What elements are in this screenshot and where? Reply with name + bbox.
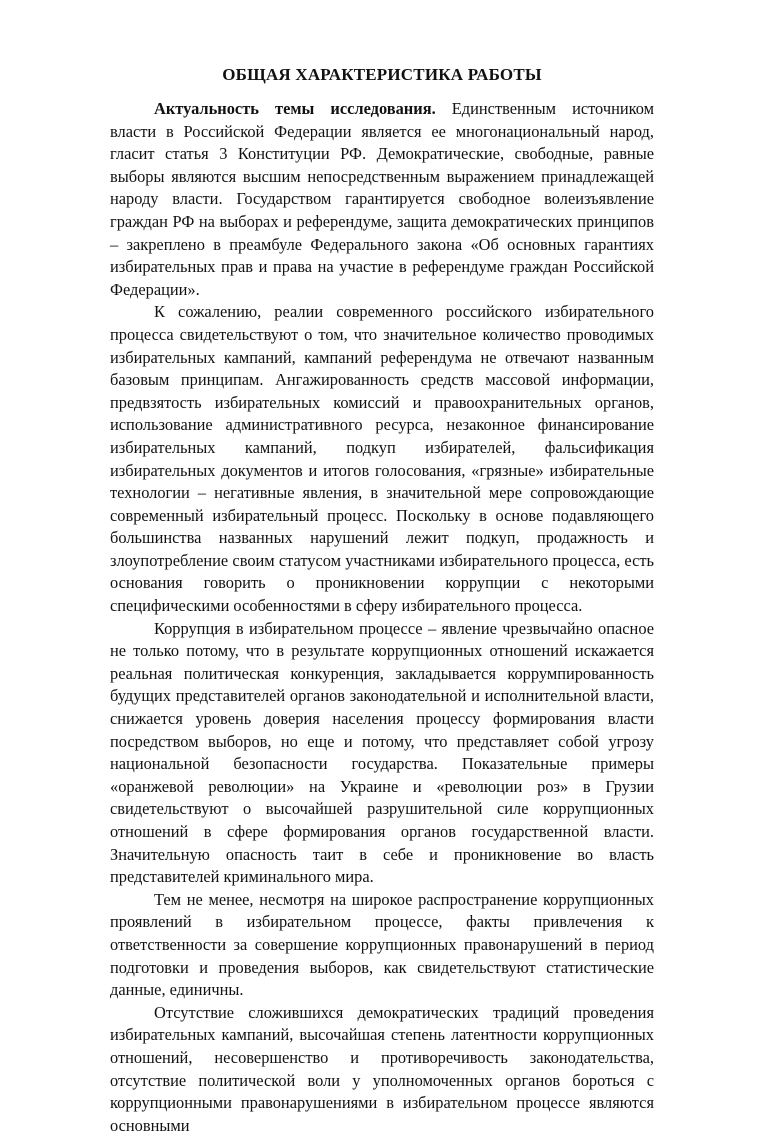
paragraph-corruption-danger: Коррупция в избирательном процессе – явление чрезвычайно опасное не только потому, что в результате коррупционных отношений искажается реальная политическая конкуренция, закладывается коррумпированность будущих представителей органов законодательной и исполнительной власти, снижается уровень доверия населения процессу формирования власти посредством выборов, но еще и потому, что представляет собой угрозу национальной безопасности государства. Показательные примеры «оранжевой революции» на Украине и «революции роз» в Грузии свидетельствуют о высочайшей разрушительной силе коррупционных отношений в сфере формирования органов государственной власти. Значительную опасность таит в себе и проникновение во власть представителей криминального мира. (110, 618, 654, 887)
paragraph-electoral-reality: К сожалению, реалии современного российского избирательного процесса свидетельствуют о том, что значительное количество проводимых избирательных кампаний, кампаний референдума не отвечают названным базовым принципам. Ангажированность средств массовой информации, предвзятость избирательных комиссий и правоохранительных органов, использование административного ресурса, незаконное финансирование избирательных кампаний, подкуп избирателей, фальсификация избирательных документов и итогов голосования, «грязные» избирательные технологии – негативные явления, в значительной мере сопровождающие современный избирательный процесс. Поскольку в основе подавляющего большинства названных нарушений лежит подкуп, продажность и злоупотребление своим статусом участниками избирательного процесса, есть основания говорить о проникновении коррупции с некоторыми специфическими особенностями в сферу избирательного процесса. (110, 302, 654, 616)
paragraph-relevance (110, 98, 654, 301)
paragraph-liability-facts: Тем не менее, несмотря на широкое распространение коррупционных проявлений в избирательном процессе, факты привлечения к ответственности за совершение коррупционных правонарушений в период подготовки и проведения выборов, как свидетельствуют статистические данные, единичны. (110, 889, 654, 1000)
paragraph-causes: Отсутствие сложившихся демократических традиций проведения избирательных кампаний, высочайшая степень латентности коррупционных отношений, несовершенство и противоречивость законодательства, отсутствие политической воли у уполномоченных органов бороться с коррупционными правонарушениями в избирательном процессе являются основными (110, 1002, 654, 1135)
document-title: ОБЩАЯ ХАРАКТЕРИСТИКА РАБОТЫ (222, 65, 542, 84)
paragraph-lead-relevance: Актуальность темы исследования. (154, 99, 436, 118)
paragraph-text-relevance: Единственным источником власти в Российской Федерации является ее многонациональный народ, гласит статья 3 Конституции РФ. Демократические, свободные, равные выборы являются высшим непосредственным выражением принадлежащей народу власти. Государством гарантируется свободное волеизъявление граждан РФ на выборах и референдуме, защита демократических принципов – закреплено в преамбуле Федерального закона «Об основных гарантиях избирательных прав и права на участие в референдуме граждан Российской Федерации». (110, 99, 655, 299)
document-page (110, 64, 654, 1137)
